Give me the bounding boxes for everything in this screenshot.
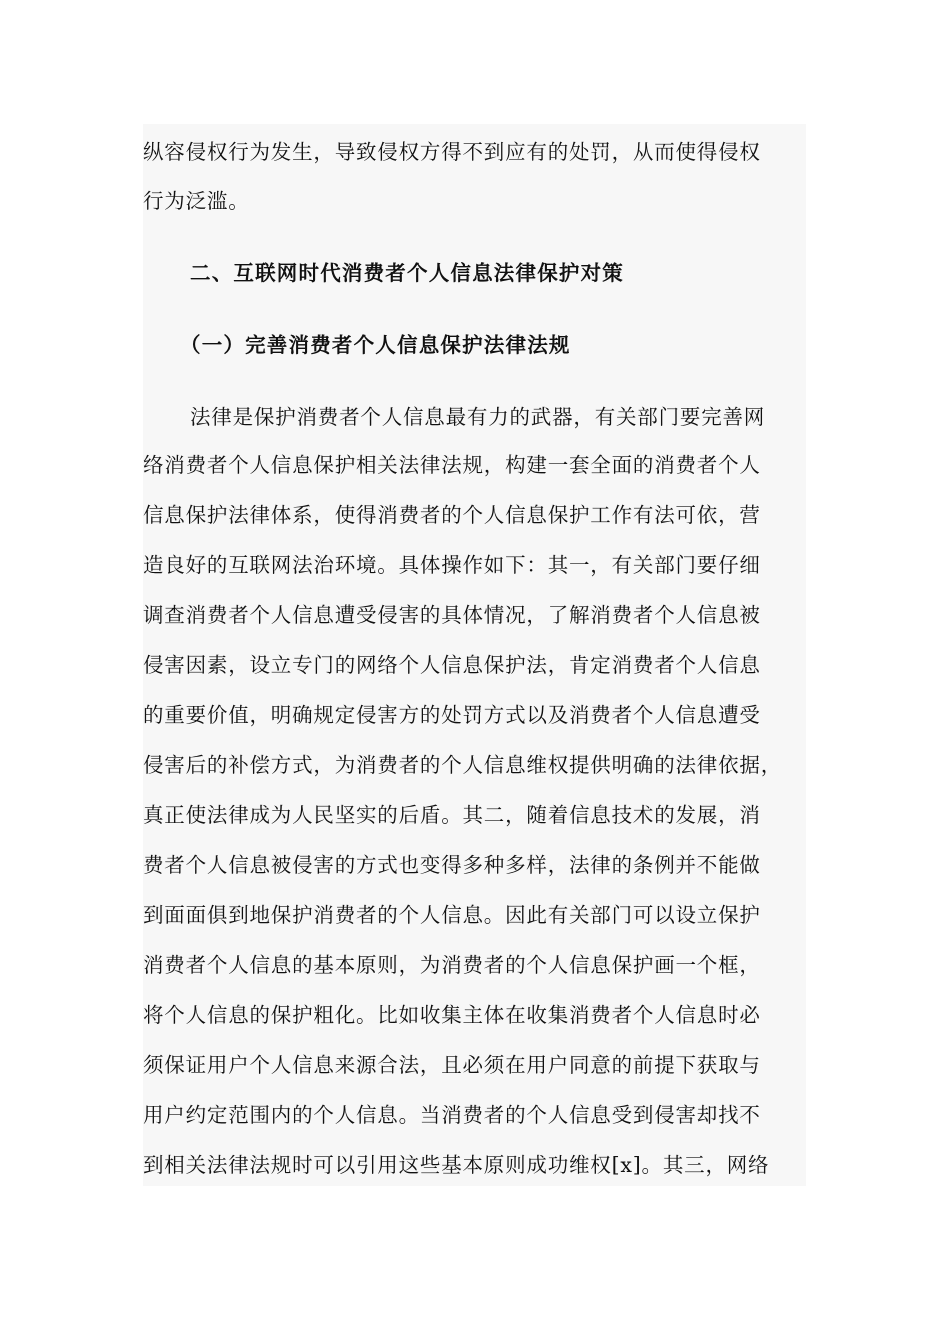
paragraph-line: 到面面俱到地保护消费者的个人信息。因此有关部门可以设立保护 <box>143 903 761 927</box>
paragraph-line: 信息保护法律体系，使得消费者的个人信息保护工作有法可依，营 <box>143 503 761 527</box>
paragraph-line: 造良好的互联网法治环境。具体操作如下：其一，有关部门要仔细 <box>143 553 761 577</box>
paragraph-line: 调查消费者个人信息遭受侵害的具体情况，了解消费者个人信息被 <box>143 603 761 627</box>
paragraph-line: 费者个人信息被侵害的方式也变得多种多样，法律的条例并不能做 <box>143 853 761 877</box>
paragraph-line: 将个人信息的保护粗化。比如收集主体在收集消费者个人信息时必 <box>143 1003 761 1027</box>
paragraph-line: 法律是保护消费者个人信息最有力的武器，有关部门要完善网 <box>190 405 766 429</box>
paragraph-line: 络消费者个人信息保护相关法律法规，构建一套全面的消费者个人 <box>143 453 761 477</box>
paragraph-line: 侵害因素，设立专门的网络个人信息保护法，肯定消费者个人信息 <box>143 653 761 677</box>
paragraph-line: 的重要价值，明确规定侵害方的处罚方式以及消费者个人信息遭受 <box>143 703 761 727</box>
subsection-heading: （一）完善消费者个人信息保护法律法规 <box>180 333 571 357</box>
paragraph-line: 真正使法律成为人民坚实的后盾。其二，随着信息技术的发展，消 <box>143 803 761 827</box>
paragraph-line: 到相关法律法规时可以引用这些基本原则成功维权[x]。其三，网络 <box>143 1153 770 1177</box>
section-heading: 二、互联网时代消费者个人信息法律保护对策 <box>190 261 624 285</box>
paragraph-line: 行为泛滥。 <box>143 189 250 213</box>
paragraph-line: 消费者个人信息的基本原则，为消费者的个人信息保护画一个框， <box>143 953 761 977</box>
paragraph-line: 用户约定范围内的个人信息。当消费者的个人信息受到侵害却找不 <box>143 1103 761 1127</box>
paragraph-line: 须保证用户个人信息来源合法，且必须在用户同意的前提下获取与 <box>143 1053 761 1077</box>
paragraph-line: 纵容侵权行为发生，导致侵权方得不到应有的处罚，从而使得侵权 <box>143 140 761 164</box>
paragraph-line: 侵害后的补偿方式，为消费者的个人信息维权提供明确的法律依据， <box>143 753 782 777</box>
